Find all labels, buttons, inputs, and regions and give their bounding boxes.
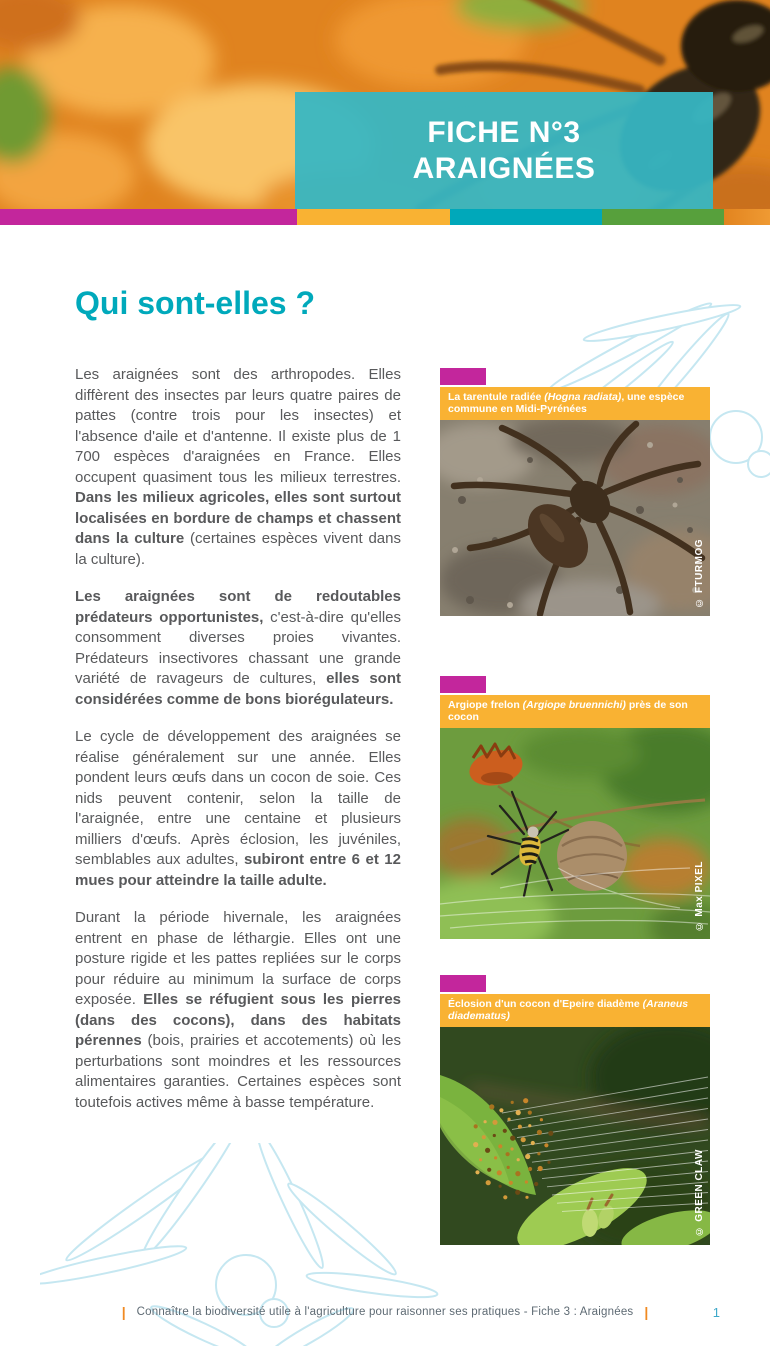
fiche-title-box [295, 92, 713, 209]
figure-tab-accent [440, 676, 486, 693]
fiche-title-line1: FICHE N°3 [427, 116, 581, 150]
footer [0, 1300, 770, 1330]
header-photo [0, 0, 770, 209]
color-bar [0, 209, 770, 225]
figure-argiope [440, 676, 710, 939]
figure-caption: La tarentule radiée (Hogna radiata), une espèce commune en Midi-Pyrénées [440, 387, 710, 420]
fiche-title-line2: ARAIGNÉES [412, 151, 596, 185]
section-title: Qui sont-elles ? [75, 285, 316, 321]
eclosion-photo [440, 1027, 710, 1245]
paragraph: Le cycle de développement des araignées se réalise généralement sur une année. Elles pondent leurs œufs dans un cocon de soie. Ces nids peuvent contenir, selon la taille de l'araignée, entre une centaine et plusieurs milliers d'œufs. Après éclosion, les juvéniles, semblables aux adultes, subiront entre 6 et 12 mues pour atteindre la taille adulte. [75, 728, 401, 889]
footer-separator: | [644, 1304, 649, 1320]
figure-photo [440, 420, 710, 616]
figure-photo [440, 1027, 710, 1245]
figure-tab-accent [440, 368, 486, 385]
main-content [0, 225, 770, 1346]
paragraph: Les araignées sont de redoutables prédateurs opportunistes, c'est-à-dire qu'elles consomment diverses proies vivantes. Prédateurs insectivores chassant une grande variété de ravageurs de cultures, elles sont considérées comme de bons biorégulateurs. [75, 588, 401, 708]
body-text-column [75, 365, 401, 1130]
color-bar-magenta [0, 209, 297, 225]
figure-caption: Argiope frelon (Argiope bruennichi) près de son cocon [440, 695, 710, 728]
color-bar-photo-stub [724, 209, 770, 225]
figure-photo [440, 728, 710, 939]
photo-credit: © FTURMOG [694, 539, 705, 608]
figure-caption: Éclosion d'un cocon d'Epeire diadème (Araneus diadematus) [440, 994, 710, 1027]
figure-eclosion [440, 975, 710, 1245]
footer-caption [0, 1304, 770, 1320]
color-bar-teal [450, 209, 602, 225]
figure-tarantula [440, 368, 710, 616]
photo-credit: © GREEN CLAW [694, 1149, 705, 1237]
paragraph: Durant la période hivernale, les araignées entrent en phase de léthargie. Elles ont une posture rigide et les pattes repliées sur le corps pour réduire au minimum la surface de corps exposée. Elles se réfugient sous les pierres (dans des cocons), dans des habitats pérennes (bois, prairies et accotements) où les perturbations sont moindres et les ressources alimentaires garanties. Certaines espèces sont toutefois actives même à basse température. [75, 909, 402, 1111]
photo-credit: © Max PIXEL [694, 860, 705, 931]
argiope-photo [440, 728, 710, 939]
figure-tab-accent [440, 975, 486, 992]
footer-separator: | [121, 1304, 126, 1320]
tarantula-photo [440, 420, 710, 616]
footer-text: Connaître la biodiversité utile à l'agriculture pour raisonner ses pratiques - Fiche 3 : Araignées [136, 1306, 634, 1318]
color-bar-orange [297, 209, 450, 225]
paragraph: Les araignées sont des arthropodes. Elles diffèrent des insectes par leurs quatre paires de pattes (contre trois pour les insectes) et l'absence d'aile et d'antenne. Il existe plus de 1 700 espèces d'araignées en France. Elles occupent quasiment tous les milieux terrestres. Dans les milieux agricoles, elles sont surtout localisées en bordure de champs et chassent dans la culture (certaines espèces vivent dans la culture). [75, 366, 401, 568]
color-bar-green [602, 209, 724, 225]
page-number: 1 [712, 1305, 720, 1320]
